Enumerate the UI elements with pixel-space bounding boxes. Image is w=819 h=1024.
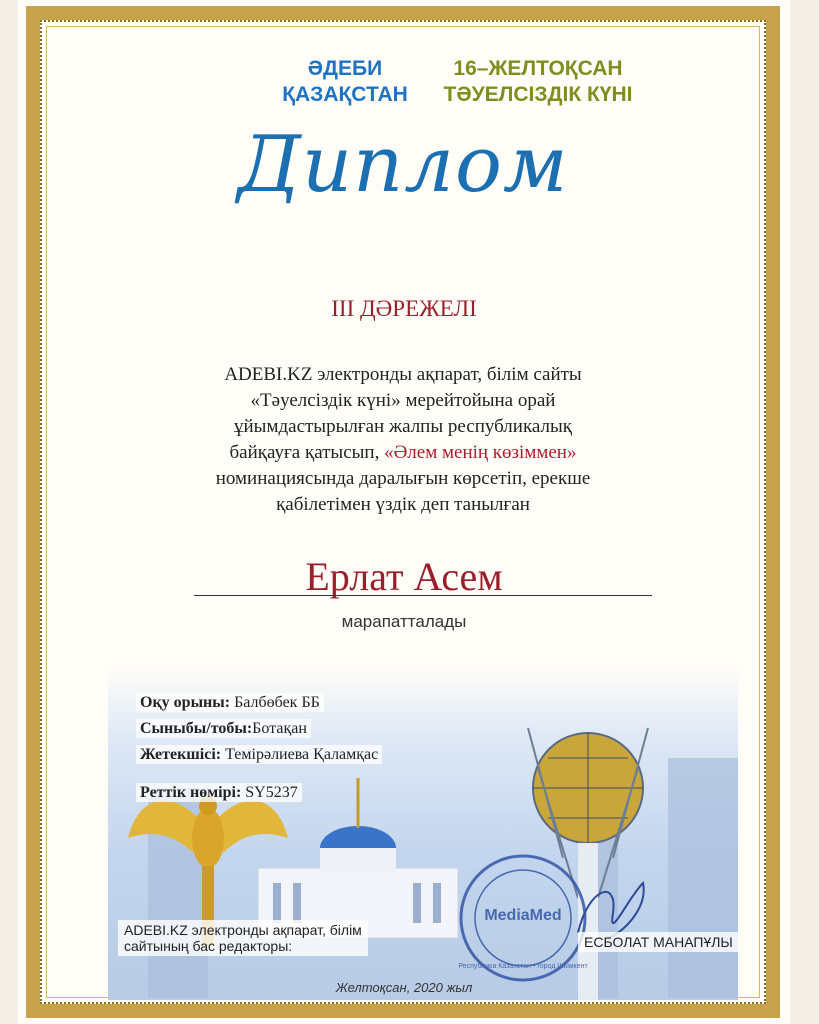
registration-value: SY5237 xyxy=(241,784,298,801)
award-text-line: «Тәуелсіздік күні» мерейтойына орай xyxy=(250,390,556,411)
award-text-line: ADEBI.KZ электронды ақпарат, білім сайты xyxy=(224,364,582,385)
certificate-sheet xyxy=(18,0,790,1024)
editor-caption xyxy=(118,920,368,956)
name-underline xyxy=(194,595,652,596)
registration-label: Реттік нөмірі: xyxy=(140,784,242,801)
editor-caption-line2: сайтының бас редакторы: xyxy=(124,938,293,954)
award-text xyxy=(168,362,638,518)
award-text-line: номинациясында даралығын көрсетіп, ерекше xyxy=(215,468,591,489)
issue-date: Желтоқсан, 2020 жыл xyxy=(335,980,473,995)
award-text-line: қабілетімен үздік деп танылған xyxy=(276,494,530,515)
nomination-name: «Әлем менің көзіммен» xyxy=(384,442,577,463)
diploma-title: Диплом xyxy=(237,120,569,210)
stamp-text: MediaMed xyxy=(484,907,562,924)
degree-label: ІІІ ДӘРЕЖЕЛІ xyxy=(331,296,477,321)
school-row xyxy=(136,694,324,712)
bayterek-tower-icon xyxy=(528,728,648,1000)
ak-orda-palace-icon xyxy=(258,778,458,938)
registration-row xyxy=(136,784,302,802)
award-text-line: ұйымдастырылған жалпы республикалық xyxy=(234,416,572,437)
award-text-line xyxy=(168,440,638,466)
signer-name-text: ЕСБОЛАТ МАНАПҰЛЫ xyxy=(578,932,739,952)
recipient-name: Ерлат Асем xyxy=(305,554,503,599)
signer-name xyxy=(578,934,739,950)
header-left-line2: ҚАЗАҚСТАН xyxy=(282,83,408,106)
school-value: Балбөбек ББ xyxy=(230,694,320,711)
teacher-label: Жетекшісі: xyxy=(140,746,222,763)
header-right-line2: ТӘУЕЛСІЗДІК КҮНІ xyxy=(443,83,633,106)
teacher-value: Темірәлиева Қаламқас xyxy=(221,746,379,763)
class-label: Сыныбы/тобы: xyxy=(140,720,253,737)
header-right-line1: 16–ЖЕЛТОҚСАН xyxy=(453,57,623,80)
header-left-line1: ӘДЕБИ xyxy=(307,57,383,80)
award-text-line-part: байқауға қатысып, xyxy=(229,442,385,463)
editor-caption-line1: ADEBI.KZ электронды ақпарат, білім xyxy=(124,922,362,938)
official-stamp xyxy=(458,856,588,980)
class-value: Ботақан xyxy=(252,720,307,737)
header-left-logo xyxy=(270,56,420,108)
header-right-logo xyxy=(423,56,653,108)
teacher-row xyxy=(136,746,382,764)
class-row xyxy=(136,720,311,738)
school-label: Оқу орыны: xyxy=(140,694,231,711)
stamp-ring-text: Республика Казахстан • город Шымкент xyxy=(458,963,588,970)
awarded-label: марапатталады xyxy=(341,612,467,631)
